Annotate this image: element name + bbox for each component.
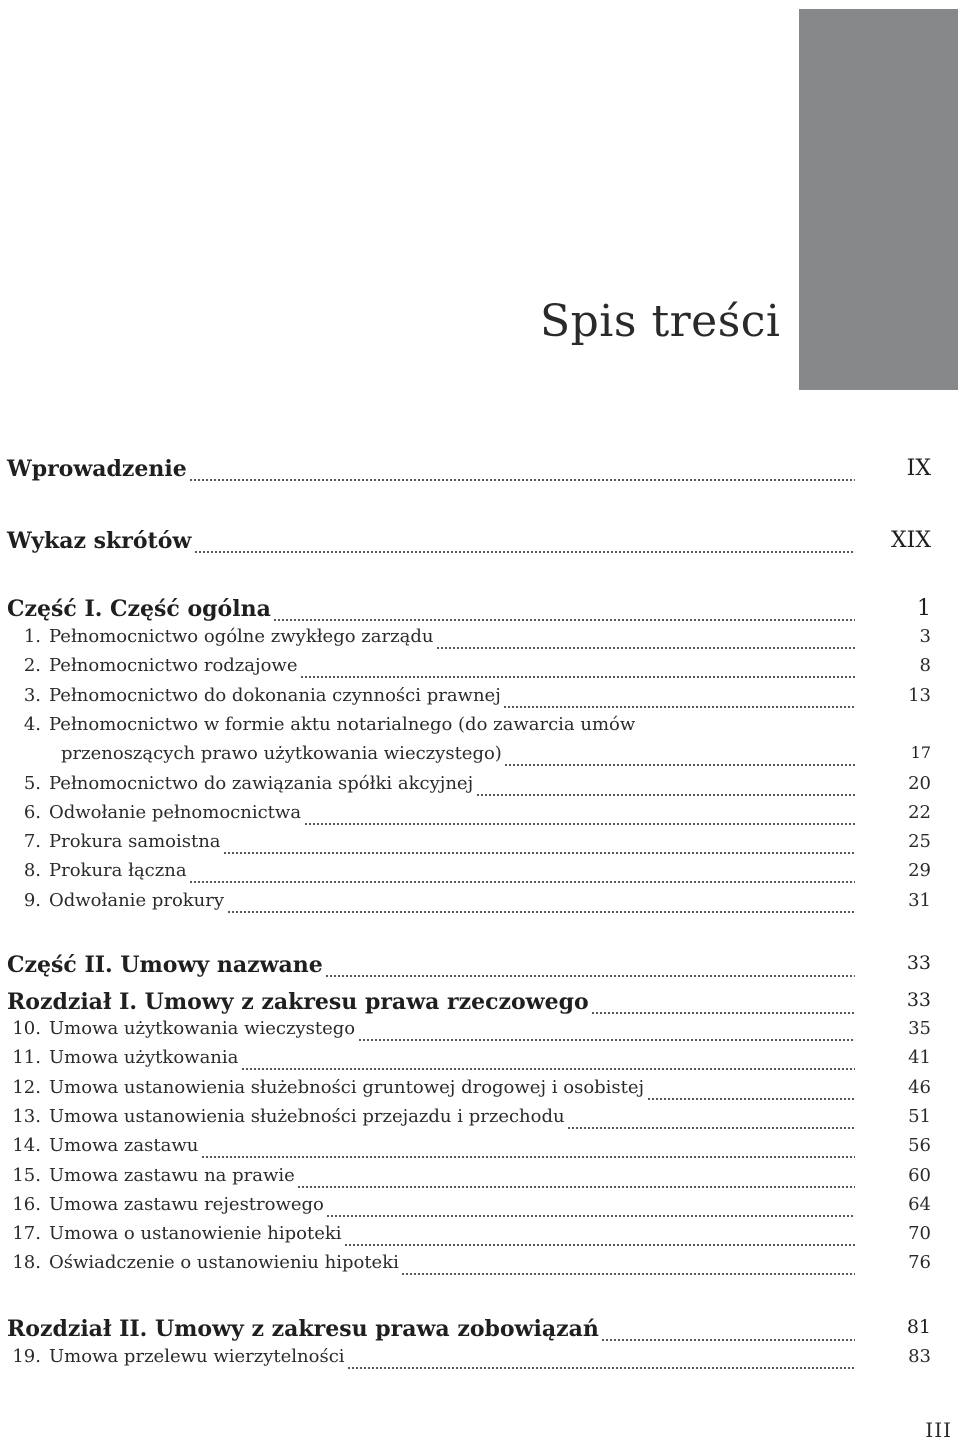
toc-dot-leader <box>401 1272 855 1276</box>
toc-entry-page: 3 <box>919 626 931 647</box>
toc-dot-leader <box>476 793 855 797</box>
toc-entry-number: 12. <box>12 1077 41 1098</box>
toc-entry-number: 2. <box>23 655 41 676</box>
toc-entry-title: Umowa użytkowania <box>49 1047 239 1068</box>
toc-dot-leader <box>300 675 855 679</box>
toc-dot-leader <box>227 910 855 914</box>
toc-entry[interactable] <box>7 626 931 656</box>
toc-entry-title: Wykaz skrótów <box>7 528 192 554</box>
toc-entry[interactable] <box>7 989 931 1019</box>
toc-entry[interactable] <box>7 1316 931 1346</box>
toc-entry-page: 64 <box>908 1194 931 1215</box>
toc-entry-title: Odwołanie pełnomocnictwa <box>49 802 302 823</box>
toc-entry-title: Wprowadzenie <box>7 456 187 482</box>
toc-entry-number: 7. <box>23 831 41 852</box>
toc-entry-title: Pełnomocnictwo do zawiązania spółki akcyjnej <box>49 773 474 794</box>
toc-dot-leader <box>647 1097 855 1101</box>
toc-entry-label <box>7 1135 198 1156</box>
toc-entry[interactable] <box>7 1106 931 1136</box>
toc-entry-label <box>7 655 298 676</box>
toc-entry-title: Część II. Umowy nazwane <box>7 952 323 978</box>
toc-entry[interactable] <box>7 1077 931 1107</box>
toc-entry-label <box>7 773 473 794</box>
toc-entry-title: Umowa zastawu <box>49 1135 199 1156</box>
toc-dot-leader <box>503 705 855 709</box>
toc-dot-leader <box>325 974 855 978</box>
toc-entry-title: Umowa przelewu wierzytelności <box>49 1346 345 1367</box>
toc-entry-page: 60 <box>908 1165 931 1186</box>
toc-entry-page: 22 <box>908 802 931 823</box>
toc-entry-label <box>7 1194 324 1215</box>
toc-entry-number: 14. <box>12 1135 41 1156</box>
toc-entry[interactable] <box>7 456 931 486</box>
toc-entry-page: 35 <box>908 1018 931 1039</box>
toc-entry-title: Prokura łączna <box>49 860 187 881</box>
toc-entry-label <box>7 1077 644 1098</box>
toc-entry-page: IX <box>906 456 931 481</box>
toc-entry-label <box>7 1346 345 1367</box>
toc-entry[interactable] <box>7 685 931 715</box>
toc-entry-label <box>7 890 224 911</box>
toc-entry-page: 76 <box>908 1252 931 1273</box>
toc-entry-title: Odwołanie prokury <box>49 890 225 911</box>
toc-entry[interactable] <box>7 1018 931 1048</box>
toc-entry-label <box>7 528 191 554</box>
toc-entry[interactable] <box>7 890 931 920</box>
toc-entry-title: Umowa ustanowienia służebności gruntowej drogowej i osobistej <box>49 1077 645 1098</box>
toc-entry-page: 29 <box>908 860 931 881</box>
toc-entry[interactable] <box>7 1346 931 1376</box>
toc-entry-page: 33 <box>906 989 931 1011</box>
toc-entry-label <box>7 1252 399 1273</box>
toc-entry-page: 51 <box>908 1106 931 1127</box>
toc-entry-number: 9. <box>23 890 41 911</box>
toc-entry-label <box>7 1316 599 1342</box>
toc-entry-label <box>7 1165 295 1186</box>
toc-entry[interactable] <box>7 802 931 832</box>
toc-entry-title: Oświadczenie o ustanowieniu hipoteki <box>49 1252 399 1273</box>
toc-entry-title: Pełnomocnictwo rodzajowe <box>49 655 298 676</box>
toc-entry-label <box>7 456 187 482</box>
toc-entry-label <box>7 1106 565 1127</box>
toc-entry-page: 20 <box>908 773 931 794</box>
toc-entry-number: 17. <box>12 1223 41 1244</box>
toc-entry-label <box>7 952 323 978</box>
toc-dot-leader <box>189 880 855 884</box>
toc-entry[interactable] <box>7 952 931 982</box>
toc-dot-leader <box>304 822 855 826</box>
toc-entry-number: 10. <box>12 1018 41 1039</box>
toc-entry-title: Pełnomocnictwo do dokonania czynności prawnej <box>49 685 501 706</box>
toc-entry-page: 8 <box>919 655 931 676</box>
toc-entry-page: 25 <box>908 831 931 852</box>
toc-dot-leader <box>326 1214 855 1218</box>
toc-entry-number: 1. <box>23 626 41 647</box>
toc-dot-leader <box>223 851 855 855</box>
toc-entry[interactable] <box>7 596 931 626</box>
toc-dot-leader <box>189 478 855 482</box>
toc-dot-leader <box>347 1366 855 1370</box>
toc-entry-page: 83 <box>908 1346 931 1367</box>
toc-entry-page: XIX <box>890 528 931 553</box>
toc-entry-label <box>7 714 635 735</box>
toc-entry-label <box>7 743 502 764</box>
toc-entry-number: 4. <box>23 714 41 735</box>
toc-entry[interactable] <box>7 1194 931 1224</box>
toc-entry-number: 3. <box>23 685 41 706</box>
toc-entry-page: 13 <box>908 685 931 706</box>
toc-entry-title: Umowa użytkowania wieczystego <box>49 1018 356 1039</box>
chapter-tab-block <box>799 9 958 390</box>
toc-entry-number: 5. <box>23 773 41 794</box>
toc-entry-number: 8. <box>23 860 41 881</box>
toc-entry[interactable] <box>7 1252 931 1282</box>
toc-dot-leader <box>591 1011 855 1015</box>
toc-dot-leader <box>567 1126 855 1130</box>
toc-entry-title: Pełnomocnictwo w formie aktu notarialnego (do zawarcia umów <box>49 714 636 735</box>
toc-entry[interactable] <box>7 773 931 803</box>
toc-entry-page: 56 <box>908 1135 931 1156</box>
toc-entry-number: 19. <box>12 1346 41 1367</box>
toc-entry[interactable] <box>7 1135 931 1165</box>
toc-dot-leader <box>504 763 855 767</box>
toc-entry[interactable] <box>7 528 931 558</box>
toc-entry-title: Rozdział II. Umowy z zakresu prawa zobowiązań <box>7 1316 599 1342</box>
toc-entry[interactable] <box>7 655 931 685</box>
toc-entry-label <box>7 596 271 622</box>
toc-entry-page: 31 <box>908 890 931 911</box>
toc-entry-number: 18. <box>12 1252 41 1273</box>
toc-entry[interactable] <box>7 743 931 773</box>
toc-entry-page: 33 <box>906 952 931 974</box>
toc-entry-page: 17 <box>910 743 931 762</box>
toc-entry[interactable] <box>7 1223 931 1253</box>
toc-entry[interactable] <box>7 1165 931 1195</box>
toc-entry[interactable] <box>7 714 931 744</box>
page-title: Spis treści <box>540 296 781 347</box>
toc-entry-label <box>7 831 221 852</box>
toc-entry-title: Pełnomocnictwo ogólne zwykłego zarządu <box>49 626 434 647</box>
toc-entry-number: 11. <box>12 1047 41 1068</box>
toc-entry-page: 41 <box>908 1047 931 1068</box>
toc-entry-label <box>7 1047 238 1068</box>
toc-entry[interactable] <box>7 1047 931 1077</box>
toc-entry-page: 46 <box>908 1077 931 1098</box>
toc-entry-number: 15. <box>12 1165 41 1186</box>
toc-entry-page: 70 <box>908 1223 931 1244</box>
toc-dot-leader <box>194 550 855 554</box>
toc-dot-leader <box>273 618 855 622</box>
toc-entry-page: 81 <box>906 1316 931 1338</box>
toc-entry-label <box>7 685 501 706</box>
toc-entry-number: 16. <box>12 1194 41 1215</box>
toc-entry-label <box>7 1018 355 1039</box>
toc-entry-label <box>7 1223 342 1244</box>
toc-entry-page: 1 <box>917 596 931 621</box>
toc-entry-title: Rozdział I. Umowy z zakresu prawa rzeczowego <box>7 989 589 1015</box>
toc-entry[interactable] <box>7 831 931 861</box>
toc-entry-label <box>7 989 589 1015</box>
toc-dot-leader <box>241 1067 855 1071</box>
toc-dot-leader <box>201 1155 855 1159</box>
toc-dot-leader <box>436 646 855 650</box>
toc-entry-label <box>7 626 433 647</box>
toc-dot-leader <box>601 1338 855 1342</box>
toc-entry-title: przenoszących prawo użytkowania wieczystego) <box>61 743 502 764</box>
toc-entry-title: Prokura samoistna <box>49 831 221 852</box>
toc-entry-number: 6. <box>23 802 41 823</box>
toc-entry-title: Umowa ustanowienia służebności przejazdu i przechodu <box>49 1106 565 1127</box>
toc-dot-leader <box>297 1185 855 1189</box>
page-number: III <box>925 1418 952 1442</box>
toc-entry-label <box>7 802 301 823</box>
toc-entry-title: Umowa o ustanowienie hipoteki <box>49 1223 342 1244</box>
toc-entry[interactable] <box>7 860 931 890</box>
toc-entry-title: Umowa zastawu rejestrowego <box>49 1194 324 1215</box>
toc-entry-number: 13. <box>12 1106 41 1127</box>
toc-entry-title: Część I. Część ogólna <box>7 596 271 622</box>
toc-entry-title: Umowa zastawu na prawie <box>49 1165 295 1186</box>
toc-dot-leader <box>358 1038 855 1042</box>
toc-entry-label <box>7 860 187 881</box>
toc-dot-leader <box>344 1243 855 1247</box>
